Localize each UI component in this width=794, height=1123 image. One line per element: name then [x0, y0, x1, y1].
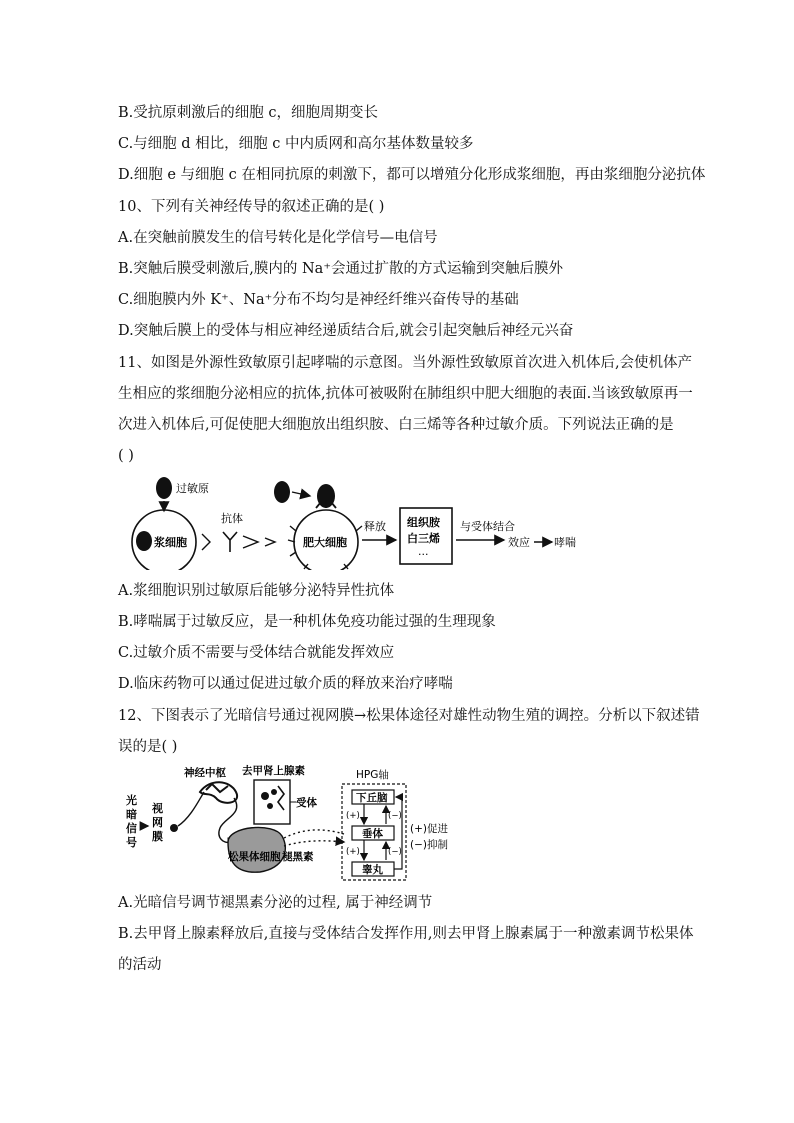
legend-inhibit: (−)抑制 [410, 839, 448, 851]
neural-center-label: 神经中枢 [184, 767, 226, 779]
text-line-q11l1: 11、如图是外源性致敏原引起哮喘的示意图。当外源性致敏原首次进入机体后,会使机体产 [118, 355, 693, 371]
text-line-q11b: B.哮喘属于过敏反应，是一种机体免疫功能过强的生理现象 [118, 614, 496, 630]
pineal-cell-label: 松果体细胞 [228, 851, 281, 863]
asthma-label: 哮喘 [554, 536, 576, 549]
svg-text:组织胺: 组织胺 [407, 516, 440, 529]
receptor-label: 受体 [296, 797, 317, 809]
text-line-q10c: C.细胞膜内外 K⁺、Na⁺分布不均匀是神经纤维兴奋传导的基础 [118, 292, 519, 308]
svg-text:膜: 膜 [152, 830, 163, 843]
effect-label: 效应 [508, 536, 530, 549]
pineal-cell-icon [228, 827, 285, 872]
legend-promote: (+)促进 [410, 823, 448, 835]
svg-text:(−): (−) [388, 811, 402, 821]
text-line-q12l2: 误的是( ) [118, 739, 178, 755]
text-line-q12b1: B.去甲肾上腺素释放后,直接与受体结合发挥作用,则去甲肾上腺素属于一种激素调节松果体 [118, 926, 694, 942]
svg-text:(−): (−) [388, 847, 402, 857]
svg-text:(+): (+) [346, 847, 360, 857]
text-line-q11c: C.过敏介质不需要与受体结合就能发挥效应 [118, 645, 395, 661]
hpg-axis-label: HPG轴 [356, 769, 389, 781]
text-line-q11d: D.临床药物可以通过促进过敏介质的释放来治疗哮喘 [118, 676, 453, 692]
svg-text:视: 视 [152, 802, 163, 815]
allergen-label: 过敏原 [176, 482, 209, 495]
text-line-q10a: A.在突触前膜发生的信号转化是化学信号—电信号 [118, 230, 438, 246]
bind-receptor-label: 与受体结合 [460, 520, 515, 533]
norepinephrine-label: 去甲肾上腺素 [242, 765, 305, 777]
text-line-q11l3: 次进入机体后,可促使肥大细胞放出组织胺、白三烯等各种过敏介质。下列说法正确的是 [118, 417, 674, 433]
melatonin-label: 褪黑素 [282, 851, 314, 863]
svg-text:信: 信 [126, 822, 137, 835]
svg-text:(+): (+) [346, 811, 360, 821]
text-line-q9d: D.细胞 e 与细胞 c 在相同抗原的刺激下，都可以增殖分化形成浆细胞，再由浆细胞分泌抗体 [118, 167, 706, 183]
text-line-q12a: A.光暗信号调节褪黑素分泌的过程, 属于神经调节 [118, 895, 433, 911]
hpg-axis-diagram [124, 762, 464, 884]
text-line-q10: 10、下列有关神经传导的叙述正确的是( ) [118, 199, 385, 215]
allergen-icon [156, 477, 172, 499]
svg-text:号: 号 [126, 836, 137, 849]
text-line-q10b: B.突触后膜受刺激后,膜内的 Na⁺会通过扩散的方式运输到突触后膜外 [118, 261, 563, 277]
text-line-q10d: D.突触后膜上的受体与相应神经递质结合后,就会引起突触后神经元兴奋 [118, 323, 574, 339]
svg-text:···: ··· [418, 548, 429, 561]
svg-text:暗: 暗 [126, 808, 137, 821]
pituitary-label: 垂体 [362, 828, 383, 840]
mast-cell-label: 肥大细胞 [303, 536, 347, 549]
antibody-label: 抗体 [221, 512, 243, 525]
asthma-diagram [118, 474, 588, 570]
svg-text:白三烯: 白三烯 [407, 532, 440, 545]
testis-label: 睾丸 [362, 864, 383, 876]
hypothalamus-label: 下丘脑 [356, 792, 388, 804]
svg-text:光: 光 [126, 794, 137, 807]
release-label: 释放 [364, 520, 386, 533]
svg-text:网: 网 [152, 816, 163, 829]
text-line-q12b2: 的活动 [118, 957, 162, 973]
text-line-q11l2: 生相应的浆细胞分泌相应的抗体,抗体可被吸附在肺组织中肥大细胞的表面.当该致敏原再一 [118, 386, 693, 402]
text-line-q11a: A.浆细胞识别过敏原后能够分泌特异性抗体 [118, 583, 395, 599]
text-line-q9c: C.与细胞 d 相比，细胞 c 中内质网和高尔基体数量较多 [118, 136, 474, 152]
plasma-cell-label: 浆细胞 [154, 536, 187, 549]
allergen-icon-2 [274, 481, 290, 503]
text-line-q12l1: 12、下图表示了光暗信号通过视网膜→松果体途径对雄性动物生殖的调控。分析以下叙述错 [118, 708, 700, 724]
antibody-icon [223, 532, 237, 552]
text-line-q9b: B.受抗原刺激后的细胞 c，细胞周期变长 [118, 105, 378, 121]
text-line-q11l4: ( ) [118, 448, 134, 464]
